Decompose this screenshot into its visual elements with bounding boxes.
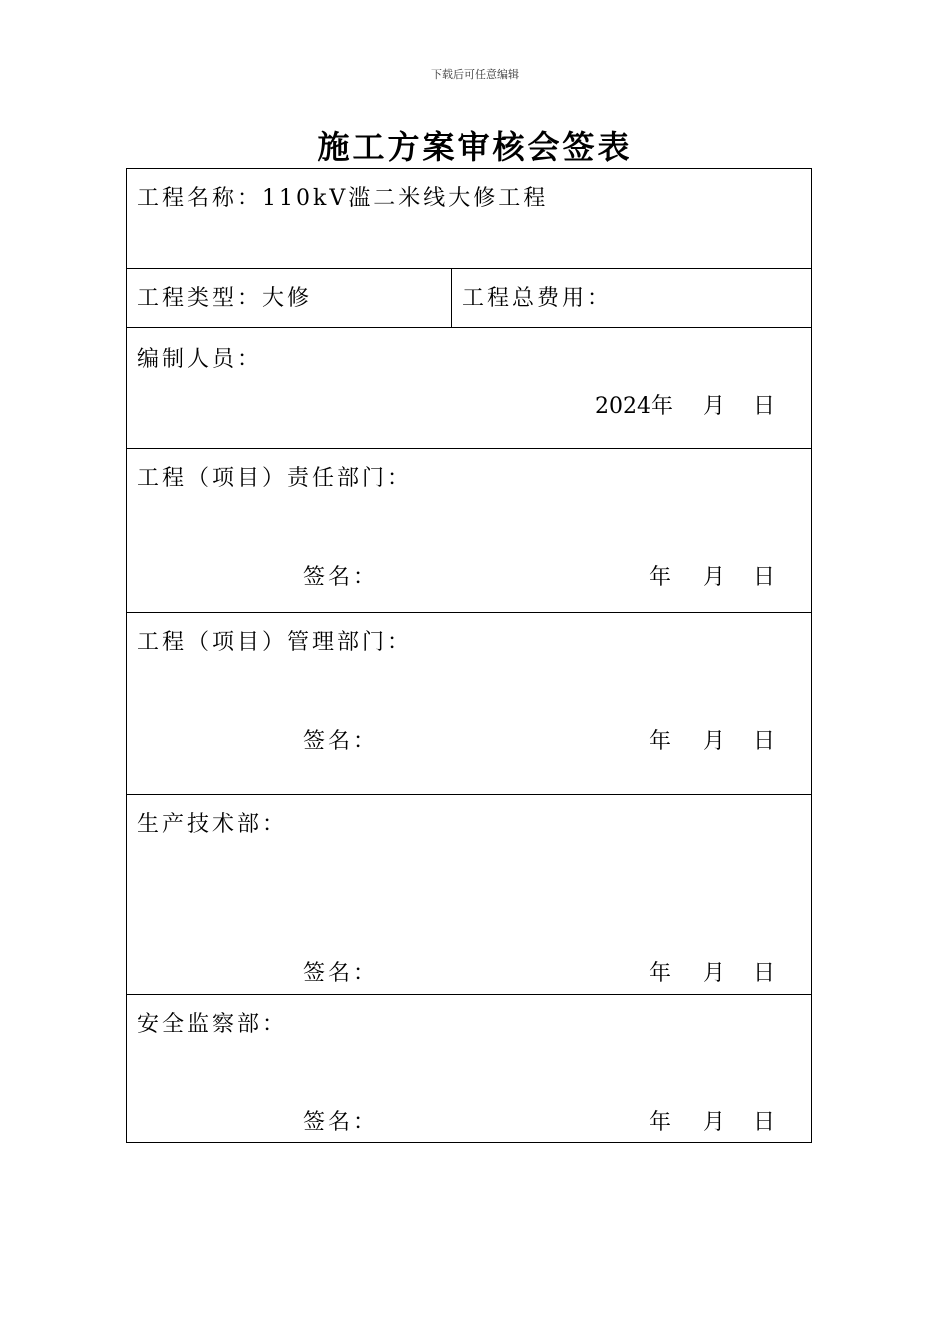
signature-date [649,724,799,754]
column-divider [451,269,452,327]
project-name-row [127,169,811,269]
date-month: 月 [703,565,726,590]
date-month: 月 [703,961,726,986]
date-day: 日 [753,1110,776,1135]
compiler-date [595,389,795,419]
section-row-responsible-dept [127,449,811,613]
project-name-label: 工程名称：110kV滥二米线大修工程 [137,186,549,211]
signature-label: 签名： [303,1110,379,1135]
compiler-date-year: 2024年 [595,394,673,419]
date-day: 日 [753,961,776,986]
date-month: 月 [703,1110,726,1135]
signature-label: 签名： [303,961,379,986]
signature-label: 签名： [303,565,379,590]
date-day: 日 [753,729,776,754]
form-title: 施工方案审核会签表 [317,128,633,166]
total-cost-label: 工程总费用： [462,286,613,311]
date-year: 年 [649,565,672,590]
signature-date [649,1105,799,1135]
date-month: 月 [703,729,726,754]
date-year: 年 [649,961,672,986]
signature-label: 签名： [303,729,379,754]
section-label: 工程（项目）管理部门： [137,630,413,655]
compiler-label: 编制人员： [137,347,263,372]
date-year: 年 [649,729,672,754]
section-label: 生产技术部： [137,812,288,837]
project-type-label: 工程类型：大修 [137,286,313,311]
header-note: 下载后可任意编辑 [431,68,519,81]
date-year: 年 [649,1110,672,1135]
compiler-date-month: 月 [703,394,726,419]
signature-date [649,560,799,590]
project-type-row [127,269,811,328]
signoff-form [126,168,812,1143]
compiler-date-day: 日 [753,394,776,419]
compiler-row [127,328,811,449]
section-row-production-tech [127,795,811,995]
section-label: 安全监察部： [137,1012,288,1037]
date-day: 日 [753,565,776,590]
section-label: 工程（项目）责任部门： [137,466,413,491]
signature-date [649,956,799,986]
section-row-management-dept [127,613,811,795]
section-row-safety-supervision [127,995,811,1144]
